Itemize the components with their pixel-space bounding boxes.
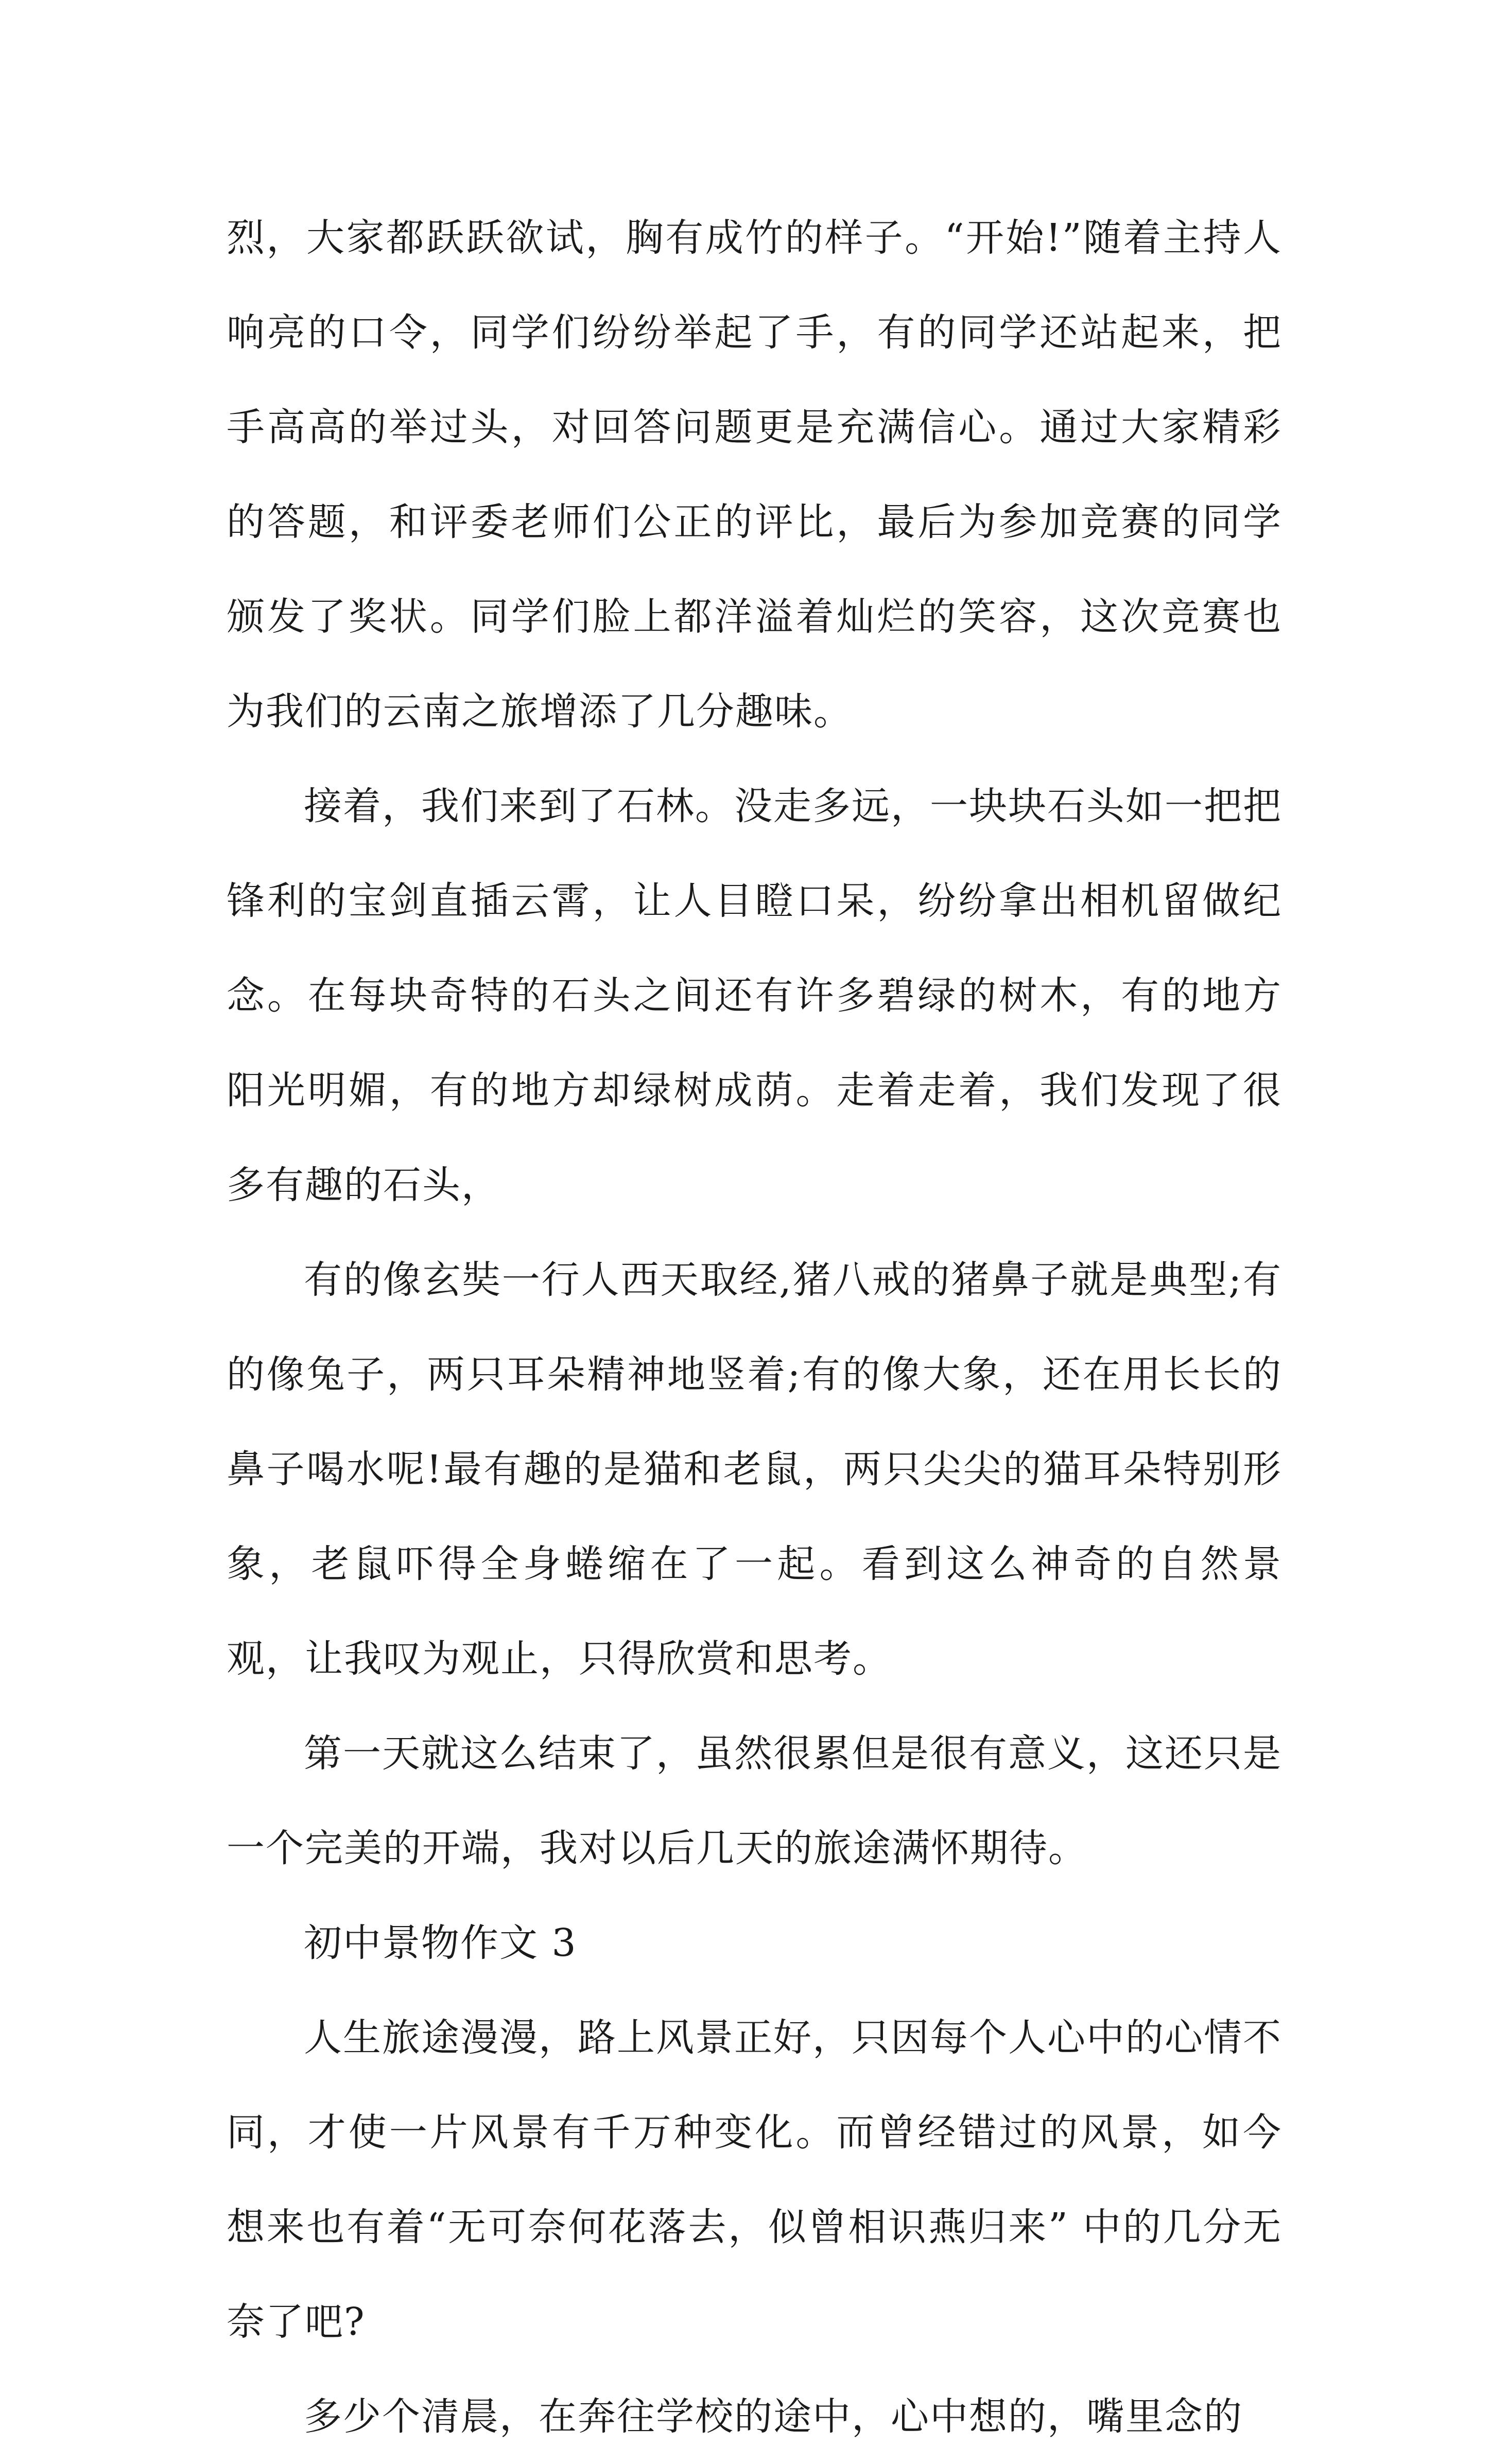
paragraph-3: 有的像玄奘一行人西天取经,猪八戒的猪鼻子就是典型;有的像兔子，两只耳朵精神地竖着;有的像大象，还在用长长的鼻子喝水呢!最有趣的是猫和老鼠，两只尖尖的猫耳朵特别形象，老鼠吓得全身蜷缩在了一起。看到这么神奇的自然景观，让我叹为观止，只得欣赏和思考。 (227, 1258, 1282, 1681)
paragraph-6: 多少个清晨，在奔往学校的途中，心中想的，嘴里念的 (304, 2394, 1243, 2439)
essay-heading: 初中景物作文 3 (304, 1921, 577, 1965)
paragraph-4: 第一天就这么结束了，虽然很累但是很有意义，这还只是一个完美的开端，我对以后几天的旅途满怀期待。 (227, 1731, 1282, 1870)
paragraph-5: 人生旅途漫漫，路上风景正好，只因每个人心中的心情不同，才使一片风景有千万种变化。而曾经错过的风景，如今想来也有着“无可奈何花落去，似曾相识燕归来” 中的几分无奈了吧? (227, 2016, 1282, 2344)
paragraph-1: 烈，大家都跃跃欲试，胸有成竹的样子。“开始!”随着主持人响亮的口令，同学们纷纷举起了手，有的同学还站起来，把手高高的举过头，对回答问题更是充满信心。通过大家精彩的答题，和评委老师们公正的评比，最后为参加竞赛的同学颁发了奖状。同学们脸上都洋溢着灿烂的笑容，这次竞赛也为我们的云南之旅增添了几分趣味。 (227, 216, 1282, 734)
paragraph-2: 接着，我们来到了石林。没走多远，一块块石头如一把把锋利的宝剑直插云霄，让人目瞪口呆，纷纷拿出相机留做纪念。在每块奇特的石头之间还有许多碧绿的树木，有的地方阳光明媚，有的地方却绿树成荫。走着走着，我们发现了很多有趣的石头， (227, 784, 1282, 1207)
essay-body (227, 190, 1282, 2464)
